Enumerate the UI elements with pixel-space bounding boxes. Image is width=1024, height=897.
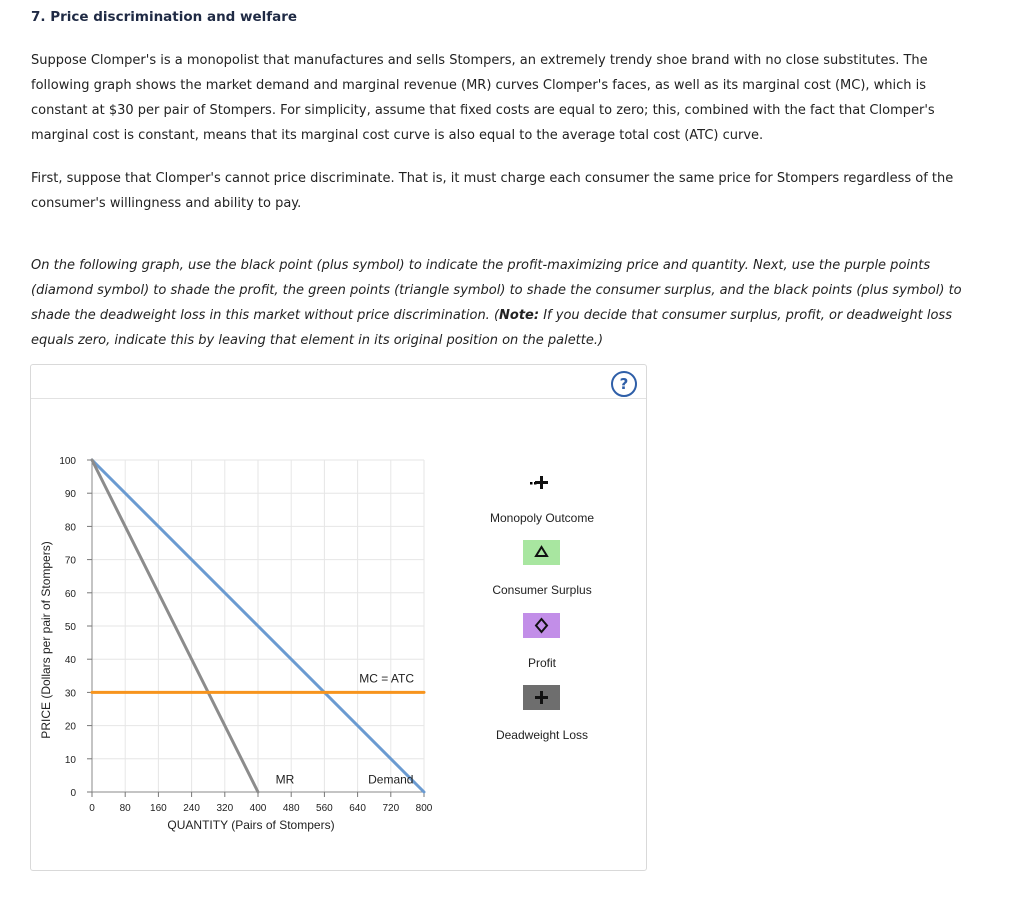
x-tick-label: 720 bbox=[382, 803, 400, 814]
x-tick-label: 240 bbox=[183, 803, 200, 814]
instructions-note: Note: bbox=[499, 308, 540, 323]
y-tick-label: 40 bbox=[64, 655, 76, 667]
monopoly-outcome-label: Monopoly Outcome bbox=[489, 511, 595, 525]
x-tick-label: 0 bbox=[89, 803, 95, 814]
question-assumption: First, suppose that Clomper's cannot price discriminate. That is, it must charge each consumer the same price for Stompers regardless of the consumer's willingness and ability to pay. bbox=[31, 171, 954, 211]
x-tick-label: 80 bbox=[119, 803, 131, 814]
y-tick-label: 70 bbox=[64, 555, 76, 567]
instructions-part1: On the following graph, use the black point (plus symbol) to indicate the profit-maximizing price and quantity. Next, use the purple points (diamond symbol) to shade the profit, the green points (triangle symbol) to shade the consumer surplus, and the black points (plus symbol) to shade the deadweight loss in this market without price discrimination. ( bbox=[31, 258, 962, 323]
deadweight-loss-swatch[interactable] bbox=[523, 685, 560, 710]
y-tick-label: 80 bbox=[64, 522, 76, 534]
y-tick-label: 30 bbox=[64, 688, 76, 700]
plus-icon bbox=[523, 685, 560, 710]
y-tick-label: 100 bbox=[59, 456, 76, 467]
x-tick-label: 480 bbox=[282, 803, 300, 814]
y-tick-label: 20 bbox=[64, 721, 76, 733]
diamond-icon bbox=[523, 613, 560, 638]
x-tick-label: 160 bbox=[150, 803, 167, 814]
x-tick-label: 320 bbox=[216, 803, 234, 814]
y-tick-label: 0 bbox=[70, 788, 76, 799]
question-intro: Suppose Clomper's is a monopolist that manufactures and sells Stompers, an extremely trendy shoe brand with no close substitutes. The following graph shows the market demand and marginal revenue (MR) curves Clomper's faces, as well as its marginal cost (MC), which is constant at $30 per pair of Stompers. For simplicity, assume that fixed costs are equal to zero; this, combined with the fact that Clomper's marginal cost is constant, means that its marginal cost curve is also equal to the average total cost (ATC) curve. bbox=[31, 53, 935, 143]
mr-label: MR bbox=[275, 772, 295, 787]
consumer-surplus-label: Consumer Surplus bbox=[492, 583, 592, 597]
y-tick-label: 90 bbox=[64, 489, 76, 501]
x-tick-label: 800 bbox=[415, 803, 433, 814]
y-tick-label: 60 bbox=[64, 588, 76, 600]
x-tick-label: 560 bbox=[316, 803, 333, 814]
instructions-part2: If you decide that consumer surplus, profit, or deadweight loss equals zero, indicate this by leaving that element in its original position on the palette.) bbox=[31, 308, 952, 348]
y-tick-label: 50 bbox=[64, 622, 76, 633]
demand-label: Demand bbox=[368, 772, 414, 787]
monopoly-outcome-point[interactable] bbox=[530, 473, 552, 495]
help-icon[interactable]: ? bbox=[611, 371, 637, 397]
triangle-icon bbox=[523, 540, 560, 565]
y-axis-label: PRICE (Dollars per pair of Stompers) bbox=[39, 541, 53, 739]
x-tick-label: 400 bbox=[249, 803, 267, 814]
x-tick-label: 640 bbox=[349, 803, 366, 814]
x-axis-label: QUANTITY (Pairs of Stompers) bbox=[167, 818, 335, 832]
question-heading: 7. Price discrimination and welfare bbox=[31, 9, 298, 25]
y-tick-label: 10 bbox=[64, 754, 76, 766]
profit-swatch[interactable] bbox=[523, 613, 560, 638]
mc-atc-label: MC = ATC bbox=[359, 671, 415, 686]
deadweight-loss-label: Deadweight Loss bbox=[495, 728, 589, 742]
plus-icon bbox=[530, 473, 552, 495]
profit-label: Profit bbox=[527, 656, 556, 670]
consumer-surplus-swatch[interactable] bbox=[523, 540, 560, 565]
